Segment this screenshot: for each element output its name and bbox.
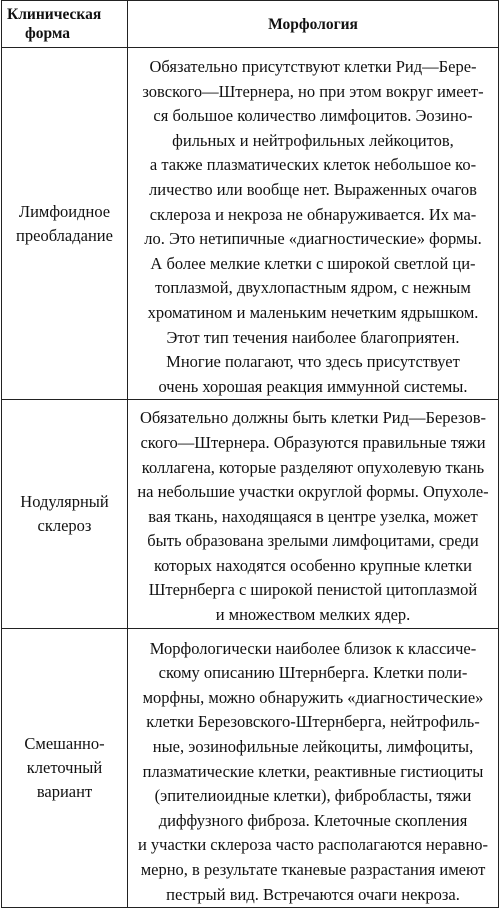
text-line: Штернберга с широкой пенистой цитоплазмой (148, 580, 478, 600)
header-clinical-form (2, 1, 128, 48)
form-name-line: преобладание (16, 225, 113, 245)
text-line: ского—Штернера. Образуются правильные тяжи (140, 432, 486, 452)
form-name-line: склероз (37, 515, 92, 535)
text-line: плазматические клетки, реактивные гистиоциты (142, 761, 484, 781)
text-line: скому описанию Штернберга. Клетки поли- (158, 663, 468, 683)
header-morphology: Морфология (128, 1, 499, 48)
text-line: Этот тип течения наиболее благоприятен. (166, 327, 460, 347)
text-line: которых находятся особенно крупные клетки (153, 555, 473, 575)
text-line: топлазмой, двухлопастным ядром, с нежным (155, 278, 471, 298)
text-line: ло. Это нетипичные «диагностические» формы. (144, 229, 482, 249)
text-line: ные, эозинофильные лейкоциты, лимфоциты, (152, 737, 474, 757)
text-line: фильных и нейтрофильных лейкоцитов, (172, 130, 454, 150)
text-line: ся большое количество лимфоцитов. Эозино- (153, 106, 473, 126)
text-line: склероза и некроза не обнаруживается. Их ма- (149, 204, 477, 224)
form-name-line: вариант (36, 781, 93, 801)
header-row (2, 1, 499, 48)
text-line: вая ткань, находящаяся в центре узелка, может (148, 506, 478, 526)
table-row (2, 48, 499, 400)
morphology-cell (128, 400, 499, 628)
text-line: на небольшие участки округлой формы. Опухоле- (137, 482, 489, 502)
text-line: Обязательно присутствуют клетки Рид—Бере- (149, 57, 477, 76)
text-line: Обязательно должны быть клетки Рид—Березов- (139, 408, 487, 428)
text-line: мерно, в результате тканевые разрастания имеют (140, 860, 486, 879)
text-line: коллагена, которые разделяют опухолевую ткань (141, 457, 485, 477)
text-line: быть образована зрелыми лимфоцитами, среди (147, 531, 479, 551)
text-line: диффузного фиброза. Клеточные скопления (158, 810, 468, 830)
text-line: Морфологически наиболее близок к классиче- (149, 638, 477, 658)
text-line: пестрый вид. Встречаются очаги некроза. (166, 884, 460, 904)
text-line: очень хорошая реакция иммунной системы. (158, 376, 468, 396)
text-line: личество или вообще нет. Выраженных очагов (149, 179, 477, 199)
form-name-line: Нодулярный (20, 491, 109, 511)
clinical-form-cell (2, 48, 128, 400)
text-line: и участки склероза часто располагаются неравно- (137, 835, 489, 855)
header-form-line: форма (25, 25, 71, 42)
morphology-cell (128, 48, 499, 400)
text-line: Многие полагают, что здесь присутствует (166, 352, 460, 372)
text-line: (эпителиоидные клетки), фибробласты, тяжи (154, 786, 472, 806)
text-line: клетки Березовского-Штернберга, нейтрофиль- (146, 712, 480, 732)
table-row (2, 628, 499, 908)
form-name-line: клеточный (26, 757, 103, 777)
form-name-line: Лимфоидное (18, 201, 111, 221)
text-line: морфны, можно обнаружить «диагностические» (142, 687, 484, 707)
form-name-line: Смешанно- (24, 733, 105, 753)
text-line: хроматином и маленьким нечетким ядрышком. (147, 302, 479, 322)
text-line: а также плазматических клеток небольшое ко- (149, 155, 477, 175)
clinical-form-cell (2, 628, 128, 908)
text-line: и множеством мелких ядер. (215, 605, 411, 625)
morphology-table (1, 0, 499, 908)
table-row (2, 400, 499, 628)
header-form-line: Клиническая (7, 6, 102, 23)
text-line: зовского—Штернера, но при этом вокруг имеет- (142, 81, 484, 101)
text-line: А более мелкие клетки с широкой светлой ци- (150, 253, 476, 273)
clinical-form-cell (2, 400, 128, 628)
morphology-cell (128, 628, 499, 908)
